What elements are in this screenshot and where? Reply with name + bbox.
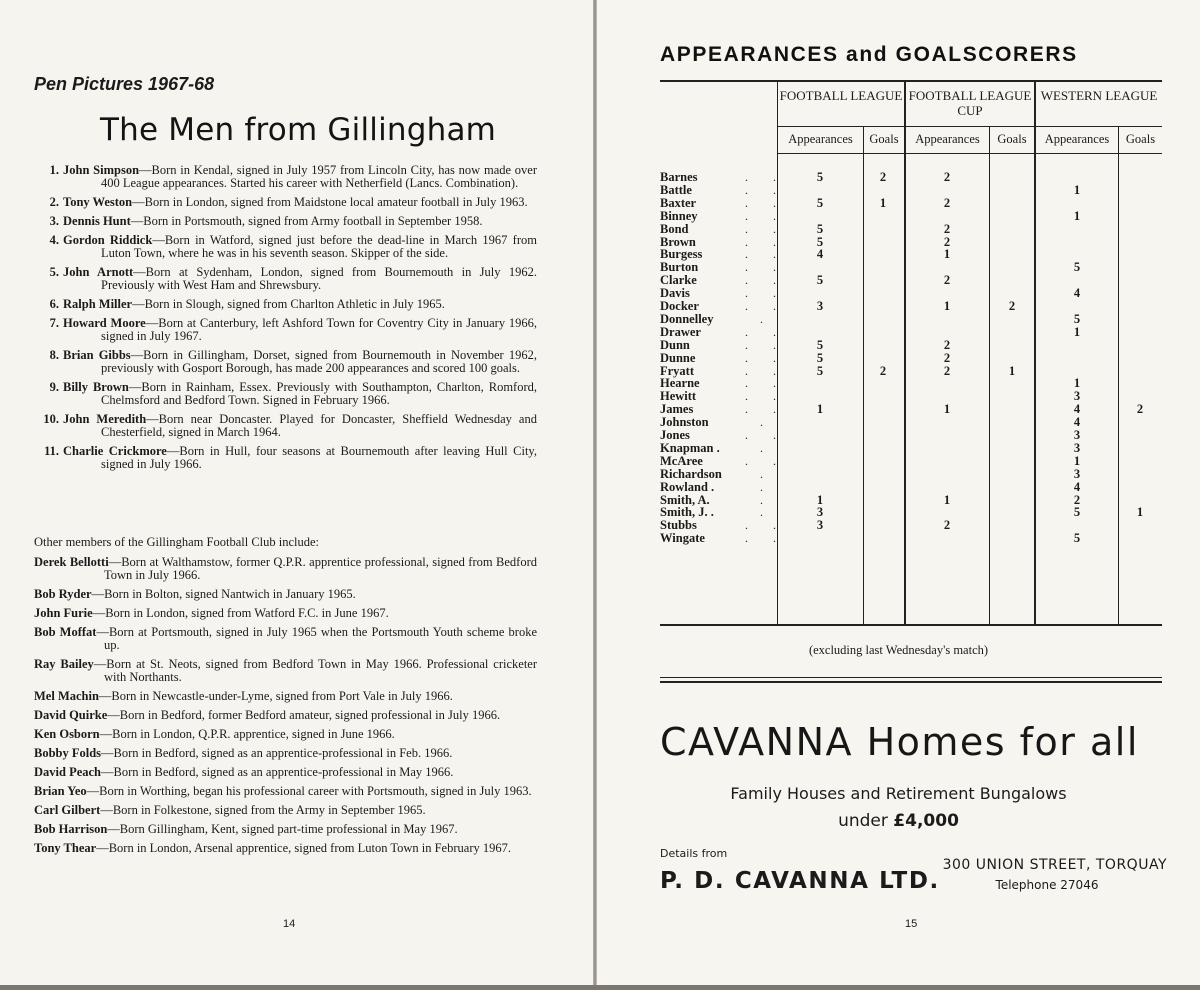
leader-dots: . . — [745, 428, 787, 442]
player-entry — [32, 381, 537, 407]
leader-dots: . . — [745, 337, 787, 352]
left-page — [0, 0, 593, 990]
leader-dots: . . — [745, 453, 787, 468]
stat-cell: 1 — [943, 492, 951, 507]
stat-cell: 2 — [1073, 492, 1081, 507]
player-name-cell: Baxter — [660, 195, 697, 210]
player-bio — [63, 266, 537, 292]
leader-dots: . . — [745, 350, 787, 365]
leader-dots: . . — [745, 402, 787, 417]
col-divider — [863, 127, 864, 625]
stat-cell: 2 — [943, 234, 951, 249]
stat-cell: 3 — [1073, 440, 1081, 455]
stat-cell: 5 — [816, 337, 824, 352]
page-number-left: 14 — [283, 918, 296, 930]
player-text: —Born in Rainham, Essex. Previously with Southampton, Charlton, Romford, Chelmsford and Bedford Town. Signed in February 1966. — [101, 380, 537, 407]
member-name: Carl Gilbert — [34, 803, 101, 817]
member-name: Bob Moffat — [34, 625, 97, 639]
other-member-entry — [34, 709, 537, 722]
stat-cell: 4 — [1073, 479, 1081, 494]
player-entry — [32, 164, 537, 190]
company-name: P. D. CAVANNA LTD. — [660, 868, 940, 894]
player-name-cell: Davis — [660, 286, 690, 301]
stat-cell: 3 — [1073, 466, 1081, 481]
player-name-cell: Fryatt — [660, 363, 695, 378]
player-name: Charlie Crickmore — [63, 444, 167, 458]
player-name-cell: James — [660, 402, 694, 417]
player-name-cell: Battle — [660, 182, 692, 197]
member-name: Tony Thear — [34, 841, 97, 855]
fl-appearances-header: Appearances — [788, 132, 853, 146]
stat-cell: 5 — [816, 350, 824, 365]
leader-dots: . . — [745, 389, 787, 404]
player-name: Dennis Hunt — [63, 214, 131, 228]
player-number: 10. — [43, 412, 59, 426]
member-text: —Born in Bedford, signed as an apprentice-professional in Feb. 1966. — [101, 746, 453, 760]
other-member-entry — [34, 588, 537, 601]
leader-dots: . . — [745, 208, 787, 223]
player-entry — [32, 413, 537, 439]
player-text: —Born at Sydenham, London, signed from Bournemouth in July 1962. Previously with West Ham and Shrewsbury. — [101, 265, 537, 292]
player-name-cell: Wingate — [660, 531, 705, 546]
player-name-cell: Burton — [660, 260, 699, 275]
table-footnote: (excluding last Wednesday's match) — [808, 643, 989, 657]
player-name-cell: Donnelley — [660, 311, 714, 326]
player-text: —Born in Watford, signed just before the dead-line in March 1967 from Luton Town, where he was in his seventh season. Skipper of the side. — [101, 233, 537, 260]
player-bio — [63, 164, 537, 190]
football-league-header: FOOTBALL LEAGUE — [779, 88, 903, 103]
stat-cell: 3 — [816, 299, 824, 313]
page-title: The Men from Gillingham — [100, 112, 497, 148]
player-name: Billy Brown — [63, 380, 129, 394]
player-bio — [63, 413, 537, 439]
player-bio — [63, 445, 537, 471]
details-from-label: Details from — [660, 847, 728, 860]
player-text: —Born in Gillingham, Dorset, signed from Bournemouth in November 1962, previously with Gosport Borough, has made 200 appearances and scored 100 goals. — [101, 348, 537, 375]
wl-appearances-header: Appearances — [1044, 132, 1110, 146]
stat-cell: 2 — [943, 170, 951, 184]
company-telephone: Telephone 27046 — [995, 878, 1099, 892]
player-name-cell: Knapman . — [660, 440, 720, 455]
member-text: —Born in Folkestone, signed from the Army in September 1965. — [100, 803, 426, 817]
subheader-divider — [778, 153, 1162, 154]
player-bio — [63, 349, 537, 375]
member-text: —Born at Portsmouth, signed in July 1965 when the Portsmouth Youth scheme broke up. — [96, 625, 538, 652]
stat-cell: 1 — [879, 195, 887, 210]
player-name: Brian Gibbs — [63, 348, 131, 362]
others-list — [34, 556, 537, 861]
player-number: 1. — [49, 163, 59, 177]
member-name: Mel Machin — [34, 689, 99, 703]
other-member-entry — [34, 728, 537, 741]
player-name: John Arnott — [63, 265, 134, 279]
player-name-cell: Smith, A. — [660, 492, 710, 507]
player-number: 6. — [49, 297, 59, 311]
leader-dots: . . — [745, 195, 787, 210]
advert-rule-bottom — [660, 681, 1162, 683]
player-name-cell: Clarke — [660, 273, 697, 288]
stat-cell: 1 — [943, 402, 951, 417]
stat-cell: 4 — [1073, 286, 1081, 301]
stat-cell: 5 — [816, 363, 824, 378]
leader-dots: . — [760, 479, 774, 494]
player-entry — [32, 266, 537, 292]
other-member-entry — [34, 658, 537, 684]
fl-goals-header: Goals — [869, 132, 899, 146]
other-member-entry — [34, 607, 537, 620]
stat-cell: 2 — [943, 221, 951, 236]
player-bio — [63, 317, 537, 343]
stat-cell: 1 — [943, 299, 951, 313]
table-bottom-rule — [660, 624, 1162, 626]
stat-cell: 1 — [816, 402, 824, 417]
stat-cell: 2 — [1008, 299, 1016, 313]
right-page — [597, 0, 1200, 990]
other-member-entry — [34, 556, 537, 582]
other-member-entry — [34, 690, 537, 703]
other-member-entry — [34, 842, 537, 855]
member-text: —Born at Walthamstow, former Q.P.R. apprentice professional, signed from Bedford Town in July 1966. — [104, 555, 537, 582]
player-name-cell: Rowland . — [660, 479, 715, 494]
stat-cell: 5 — [1073, 531, 1081, 546]
leader-dots: . — [760, 415, 774, 430]
member-name: Bob Ryder — [34, 587, 92, 601]
col-divider — [1118, 127, 1119, 625]
player-name-cell: Burgess — [660, 247, 703, 262]
leader-dots: . . — [745, 170, 787, 184]
col-divider — [904, 81, 906, 625]
player-number: 4. — [49, 233, 59, 247]
advert-subline: Family Houses and Retirement Bungalows — [730, 784, 1067, 803]
stat-cell: 1 — [816, 492, 824, 507]
pen-pictures-header: Pen Pictures 1967-68 — [34, 74, 215, 94]
stat-cell: 2 — [943, 518, 951, 533]
player-name-cell: Docker — [660, 299, 699, 313]
stat-cell: 5 — [1073, 311, 1081, 326]
player-number: 3. — [49, 214, 59, 228]
advert-rule-top — [660, 677, 1162, 678]
other-member-entry — [34, 804, 537, 817]
other-member-entry — [34, 785, 537, 798]
player-name-cell: Dunne — [660, 350, 696, 365]
leader-dots: . . — [745, 286, 787, 301]
stat-cell: 2 — [943, 273, 951, 288]
stat-cell: 2 — [943, 350, 951, 365]
price-prefix: under — [838, 811, 894, 831]
member-text: —Born in London, Q.P.R. apprentice, signed in June 1966. — [99, 727, 395, 741]
stat-cell: 2 — [943, 195, 951, 210]
leader-dots: . . — [745, 273, 787, 288]
player-entry — [32, 445, 537, 471]
player-entry — [32, 196, 537, 209]
player-name-cell: Barnes — [660, 170, 698, 184]
player-entry — [32, 298, 537, 311]
player-text: —Born in London, signed from Maidstone local amateur football in July 1963. — [132, 195, 528, 209]
player-name-cell: Johnston — [660, 415, 709, 430]
player-bio — [63, 234, 537, 260]
leader-dots: . . — [745, 518, 787, 533]
player-entry — [32, 349, 537, 375]
stat-cell: 5 — [816, 170, 824, 184]
col-divider — [989, 127, 990, 625]
stat-cell: 2 — [879, 363, 887, 378]
player-name-cell: Drawer — [660, 324, 701, 339]
player-number: 11. — [44, 444, 59, 458]
book-bottom-edge — [0, 985, 1200, 990]
leader-dots: . — [760, 466, 774, 481]
member-text: —Born in London, signed from Watford F.C. in June 1967. — [92, 606, 389, 620]
stat-cell: 4 — [1073, 415, 1081, 430]
member-name: Ray Bailey — [34, 657, 94, 671]
member-text: —Born Gillingham, Kent, signed part-time professional in May 1967. — [107, 822, 458, 836]
leader-dots: . . — [745, 234, 787, 249]
stat-cell: 1 — [1073, 453, 1081, 468]
stat-cell: 5 — [1073, 260, 1081, 275]
player-entry — [32, 215, 537, 228]
player-entry — [32, 317, 537, 343]
wl-goals-header: Goals — [1125, 132, 1156, 146]
stat-cell: 5 — [816, 221, 824, 236]
header-divider — [778, 126, 1162, 127]
member-name: David Peach — [34, 765, 102, 779]
member-text: —Born in Worthing, began his professional career with Portsmouth, signed in July 1963. — [86, 784, 532, 798]
player-bio — [63, 215, 537, 228]
stat-cell: 2 — [943, 363, 951, 378]
stat-cell: 1 — [1136, 505, 1144, 520]
league-cup-header: FOOTBALL LEAGUE CUP — [908, 88, 1032, 118]
member-text: —Born in Bolton, signed Nantwich in January 1965. — [91, 587, 356, 601]
player-name: John Meredith — [63, 412, 147, 426]
player-name: Ralph Miller — [63, 297, 133, 311]
player-name: Tony Weston — [63, 195, 133, 209]
stat-cell: 5 — [1073, 505, 1081, 520]
member-text: —Born at St. Neots, signed from Bedford Town in May 1966. Professional cricketer with Northants. — [93, 657, 537, 684]
stat-cell: 1 — [1073, 324, 1081, 339]
other-member-entry — [34, 823, 537, 836]
member-name: Brian Yeo — [34, 784, 87, 798]
player-name-cell: Richardson — [660, 466, 722, 481]
leader-dots: . . — [745, 363, 787, 378]
member-text: —Born in Bedford, former Bedford amateur, signed professional in July 1966. — [107, 708, 501, 722]
col-divider — [1034, 81, 1036, 625]
stat-cell: 4 — [816, 247, 824, 262]
flc-appearances-header: Appearances — [915, 132, 980, 146]
stat-cell: 2 — [879, 170, 887, 184]
stat-cell: 5 — [816, 273, 824, 288]
player-name-cell: Bond — [660, 221, 689, 236]
member-name: Ken Osborn — [34, 727, 100, 741]
page-number-right: 15 — [905, 918, 918, 930]
leader-dots: . . — [745, 324, 787, 339]
player-name-cell: Hewitt — [660, 389, 697, 404]
player-entry — [32, 234, 537, 260]
table-top-rule — [660, 80, 1162, 82]
player-name: John Simpson — [63, 163, 140, 177]
stat-cell: 1 — [1073, 376, 1081, 391]
member-text: —Born in Bedford, signed as an apprentice-professional in May 1966. — [101, 765, 454, 779]
stat-cell: 4 — [1073, 402, 1081, 417]
player-text: —Born near Doncaster. Played for Doncaster, Sheffield Wednesday and Chesterfield, signed in March 1964. — [101, 412, 537, 439]
player-name-cell: McAree — [660, 453, 703, 468]
stat-cell: 2 — [943, 337, 951, 352]
player-name-cell: Dunn — [660, 337, 690, 352]
member-text: —Born in London, Arsenal apprentice, signed from Luton Town in February 1967. — [96, 841, 511, 855]
player-number: 5. — [49, 265, 59, 279]
stat-cell: 3 — [816, 505, 824, 520]
stat-cell: 1 — [943, 247, 951, 262]
member-name: Bobby Folds — [34, 746, 102, 760]
player-name-cell: Stubbs — [660, 518, 697, 533]
player-text: —Born in Slough, signed from Charlton Athletic in July 1965. — [132, 297, 445, 311]
leader-dots: . — [760, 311, 774, 326]
stat-cell: 2 — [1136, 402, 1144, 417]
players-list — [32, 164, 537, 477]
leader-dots: . — [760, 505, 774, 520]
flc-goals-header: Goals — [997, 132, 1027, 146]
appearances-title: APPEARANCES and GOALSCORERS — [660, 43, 1078, 66]
member-name: Bob Harrison — [34, 822, 108, 836]
stat-cell: 3 — [1073, 389, 1081, 404]
advert-price-line — [597, 811, 1200, 831]
price-value: £4,000 — [893, 811, 959, 831]
player-name-cell: Jones — [660, 428, 690, 442]
stat-cell: 3 — [1073, 428, 1081, 442]
player-number: 2. — [49, 195, 59, 209]
member-name: Derek Bellotti — [34, 555, 109, 569]
player-name: Gordon Riddick — [63, 233, 153, 247]
player-text: —Born at Canterbury, left Ashford Town for Coventry City in January 1966, signed in July 1967. — [101, 316, 537, 343]
stat-cell: 5 — [816, 195, 824, 210]
leader-dots: . . — [745, 247, 787, 262]
stat-cell: 1 — [1073, 182, 1081, 197]
stat-cell: 3 — [816, 518, 824, 533]
other-member-entry — [34, 626, 537, 652]
player-number: 8. — [49, 348, 59, 362]
player-text: —Born in Hull, four seasons at Bournemouth after leaving Hull City, signed in July 1966. — [101, 444, 537, 471]
leader-dots: . . — [745, 221, 787, 236]
member-text: —Born in Newcastle-under-Lyme, signed from Port Vale in July 1966. — [98, 689, 453, 703]
leader-dots: . . — [745, 531, 787, 546]
other-member-entry — [34, 747, 537, 760]
leader-dots: . — [760, 492, 774, 507]
member-name: John Furie — [34, 606, 93, 620]
leader-dots: . . — [745, 260, 787, 275]
leader-dots: . . — [745, 182, 787, 197]
player-name-cell: Hearne — [660, 376, 700, 391]
company-address: 300 UNION STREET, TORQUAY — [942, 857, 1167, 873]
player-name-cell: Smith, J. . — [660, 505, 714, 520]
player-name: Howard Moore — [63, 316, 146, 330]
player-bio — [63, 381, 537, 407]
player-bio — [63, 196, 537, 209]
player-number: 7. — [49, 316, 59, 330]
leader-dots: . — [760, 440, 774, 455]
player-name-cell: Binney — [660, 208, 698, 223]
stat-cell: 5 — [816, 234, 824, 249]
leader-dots: . . — [745, 299, 787, 313]
player-number: 9. — [49, 380, 59, 394]
stat-cell: 1 — [1008, 363, 1016, 378]
player-bio — [63, 298, 537, 311]
member-name: David Quirke — [34, 708, 108, 722]
player-text: —Born in Portsmouth, signed from Army football in September 1958. — [130, 214, 483, 228]
stat-cell: 1 — [1073, 208, 1081, 223]
player-text: —Born in Kendal, signed in July 1957 from Lincoln City, has now made over 400 League appearances. Started his career with Netherfield (Lancs. Combination). — [101, 163, 538, 190]
western-league-header: WESTERN LEAGUE — [1040, 88, 1158, 103]
other-member-entry — [34, 766, 537, 779]
others-intro: Other members of the Gillingham Football Club include: — [34, 535, 320, 549]
advert-headline: CAVANNA Homes for all — [660, 720, 1139, 764]
player-name-cell: Brown — [660, 234, 696, 249]
leader-dots: . . — [745, 376, 787, 391]
